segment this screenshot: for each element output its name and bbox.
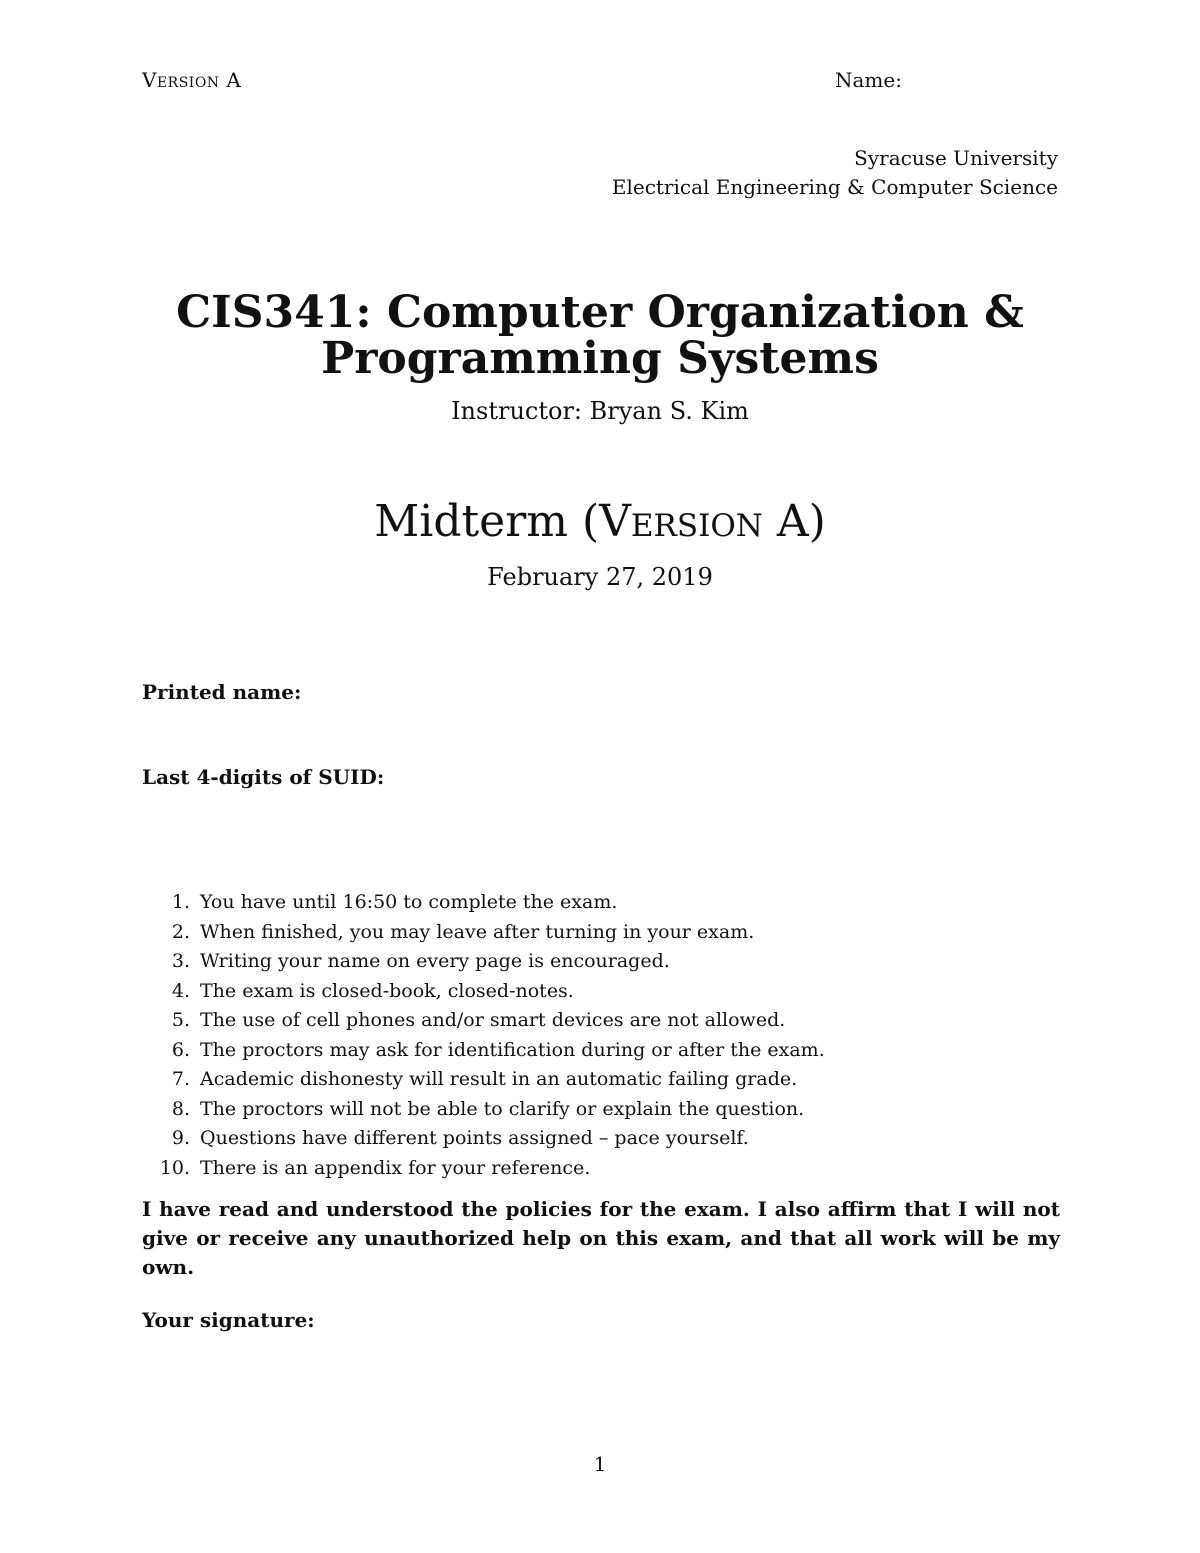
rule-number: 2. <box>171 920 190 943</box>
rule-text: The proctors may ask for identification during or after the exam. <box>200 1038 825 1061</box>
exam-title-prefix: Midterm ( <box>374 496 600 547</box>
rule-number: 4. <box>171 979 190 1002</box>
rule-number: 9. <box>171 1127 190 1149</box>
instructor: Instructor: Bryan S. Kim <box>451 397 749 425</box>
rule-item <box>142 888 1060 918</box>
rule-number: 3. <box>171 950 190 972</box>
rule-number: 10. <box>159 1156 190 1179</box>
rule-item <box>142 947 1060 977</box>
rule-item <box>142 1006 1060 1036</box>
rule-text: The use of cell phones and/or smart devices are not allowed. <box>200 1009 786 1031</box>
rule-text: There is an appendix for your reference. <box>200 1156 591 1179</box>
affirmation-statement: I have read and understood the policies for the exam. I also affirm that I will not give or receive any unauthorized help on this exam, and that all work will be my own. <box>142 1197 1060 1279</box>
rule-item <box>142 1095 1060 1125</box>
institution-block <box>612 144 1058 202</box>
rule-number: 8. <box>171 1097 190 1120</box>
name-header-label: Name: <box>835 68 902 92</box>
rule-text: Writing your name on every page is encouraged. <box>200 950 670 972</box>
printed-name-label: Printed name: <box>142 680 302 704</box>
exam-title <box>0 494 1200 550</box>
rule-item <box>142 1124 1060 1154</box>
exam-date: February 27, 2019 <box>487 563 713 591</box>
rule-item <box>142 1154 1060 1184</box>
rule-item <box>142 1065 1060 1095</box>
exam-title-version: Version A <box>599 496 809 547</box>
rule-text: Academic dishonesty will result in an automatic failing grade. <box>200 1068 798 1090</box>
rule-number: 1. <box>171 891 190 913</box>
rule-number: 6. <box>171 1038 190 1061</box>
rule-item <box>142 918 1060 948</box>
course-title-line1: CIS341: Computer Organization & <box>176 287 1024 338</box>
exam-title-suffix: ) <box>808 496 826 547</box>
university-name: Syracuse University <box>854 146 1058 170</box>
rule-number: 5. <box>171 1009 190 1031</box>
page-number: 1 <box>593 1452 607 1476</box>
version-header: Version A <box>142 68 242 92</box>
rule-text: The exam is closed-book, closed-notes. <box>200 979 574 1002</box>
rule-text: The proctors will not be able to clarify or explain the question. <box>200 1097 805 1120</box>
rule-text: Questions have different points assigned – pace yourself. <box>200 1127 749 1149</box>
department-name: Electrical Engineering & Computer Science <box>611 175 1058 199</box>
rule-number: 7. <box>171 1068 190 1090</box>
exam-rules-list <box>142 888 1060 1183</box>
course-title-line2: Programming Systems <box>321 333 879 384</box>
suid-label: Last 4-digits of SUID: <box>142 765 385 789</box>
course-title <box>0 287 1200 384</box>
signature-label: Your signature: <box>142 1308 315 1332</box>
rule-text: When finished, you may leave after turning in your exam. <box>200 920 755 943</box>
rule-item <box>142 1036 1060 1066</box>
rule-text: You have until 16:50 to complete the exam. <box>200 891 618 913</box>
rule-item <box>142 977 1060 1007</box>
